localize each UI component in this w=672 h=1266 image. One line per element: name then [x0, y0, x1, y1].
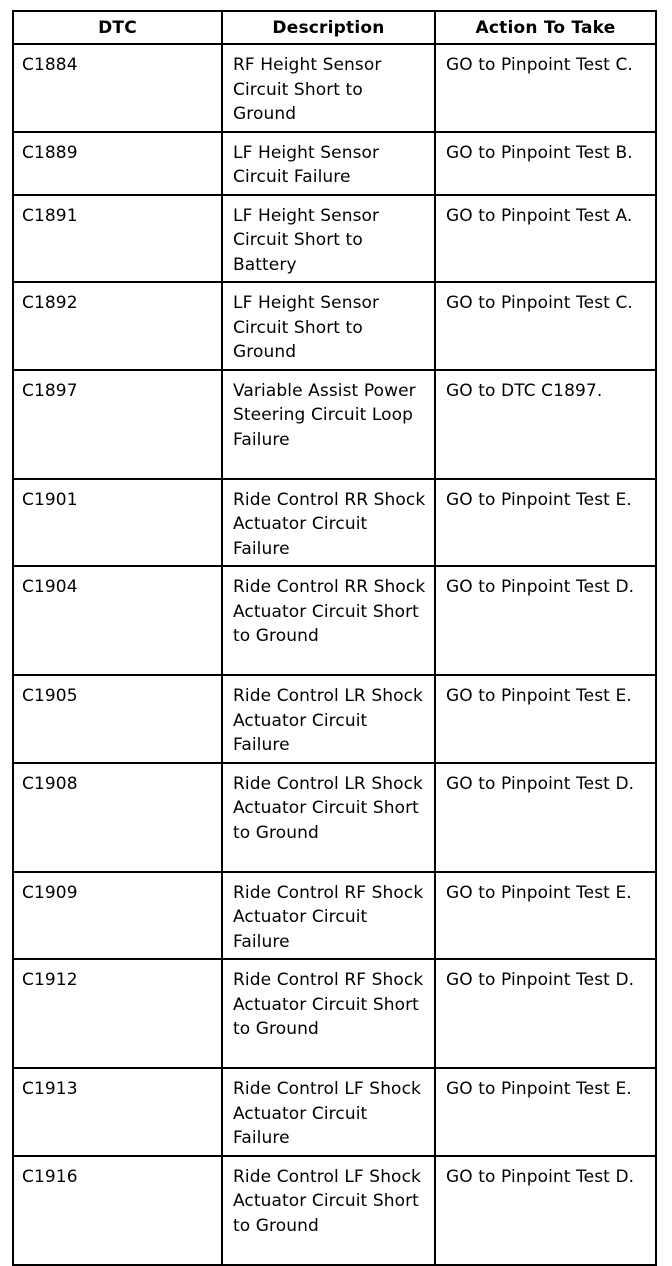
- dtc-description: Ride Control RF Shock Actuator Circuit Short to Ground: [222, 959, 435, 1068]
- dtc-action: GO to Pinpoint Test E.: [435, 872, 656, 960]
- dtc-description: Ride Control LR Shock Actuator Circuit Failure: [222, 675, 435, 763]
- dtc-code: C1905: [13, 675, 222, 763]
- dtc-action: GO to Pinpoint Test D.: [435, 1156, 656, 1265]
- dtc-description: LF Height Sensor Circuit Short to Battery: [222, 195, 435, 283]
- dtc-action: GO to Pinpoint Test E.: [435, 1068, 656, 1156]
- dtc-description: Ride Control RR Shock Actuator Circuit Short to Ground: [222, 566, 435, 675]
- dtc-description: Ride Control LR Shock Actuator Circuit Short to Ground: [222, 763, 435, 872]
- table-row: [13, 479, 656, 567]
- table-row: [13, 675, 656, 763]
- table-body: [13, 44, 656, 1265]
- dtc-table: [12, 10, 657, 1266]
- header-dtc: DTC: [13, 11, 222, 44]
- dtc-action: GO to Pinpoint Test A.: [435, 195, 656, 283]
- dtc-description: RF Height Sensor Circuit Short to Ground: [222, 44, 435, 132]
- dtc-code: C1916: [13, 1156, 222, 1265]
- dtc-code: C1891: [13, 195, 222, 283]
- dtc-code: C1904: [13, 566, 222, 675]
- table-row: [13, 872, 656, 960]
- dtc-code: C1892: [13, 282, 222, 370]
- dtc-description: Ride Control RR Shock Actuator Circuit Failure: [222, 479, 435, 567]
- dtc-action: GO to Pinpoint Test E.: [435, 675, 656, 763]
- dtc-action: GO to Pinpoint Test B.: [435, 132, 656, 195]
- dtc-description: Ride Control LF Shock Actuator Circuit Short to Ground: [222, 1156, 435, 1265]
- dtc-code: C1909: [13, 872, 222, 960]
- dtc-action: GO to Pinpoint Test D.: [435, 763, 656, 872]
- dtc-code: C1912: [13, 959, 222, 1068]
- dtc-action: GO to Pinpoint Test C.: [435, 44, 656, 132]
- dtc-action: GO to Pinpoint Test E.: [435, 479, 656, 567]
- dtc-action: GO to Pinpoint Test D.: [435, 566, 656, 675]
- dtc-description: Variable Assist Power Steering Circuit Loop Failure: [222, 370, 435, 479]
- dtc-code: C1908: [13, 763, 222, 872]
- table-row: [13, 44, 656, 132]
- dtc-code: C1901: [13, 479, 222, 567]
- table-row: [13, 132, 656, 195]
- dtc-code: C1889: [13, 132, 222, 195]
- table-row: [13, 566, 656, 675]
- dtc-code: C1884: [13, 44, 222, 132]
- table-row: [13, 282, 656, 370]
- dtc-action: GO to Pinpoint Test C.: [435, 282, 656, 370]
- table-row: [13, 959, 656, 1068]
- table-row: [13, 763, 656, 872]
- dtc-description: Ride Control RF Shock Actuator Circuit Failure: [222, 872, 435, 960]
- dtc-code: C1913: [13, 1068, 222, 1156]
- dtc-description: Ride Control LF Shock Actuator Circuit Failure: [222, 1068, 435, 1156]
- table-row: [13, 370, 656, 479]
- table-header: [13, 11, 656, 44]
- header-action: Action To Take: [435, 11, 656, 44]
- header-row: [13, 11, 656, 44]
- table-row: [13, 1156, 656, 1265]
- header-description: Description: [222, 11, 435, 44]
- dtc-description: LF Height Sensor Circuit Short to Ground: [222, 282, 435, 370]
- dtc-description: LF Height Sensor Circuit Failure: [222, 132, 435, 195]
- table-row: [13, 1068, 656, 1156]
- dtc-code: C1897: [13, 370, 222, 479]
- table-row: [13, 195, 656, 283]
- dtc-action: GO to Pinpoint Test D.: [435, 959, 656, 1068]
- dtc-action: GO to DTC C1897.: [435, 370, 656, 479]
